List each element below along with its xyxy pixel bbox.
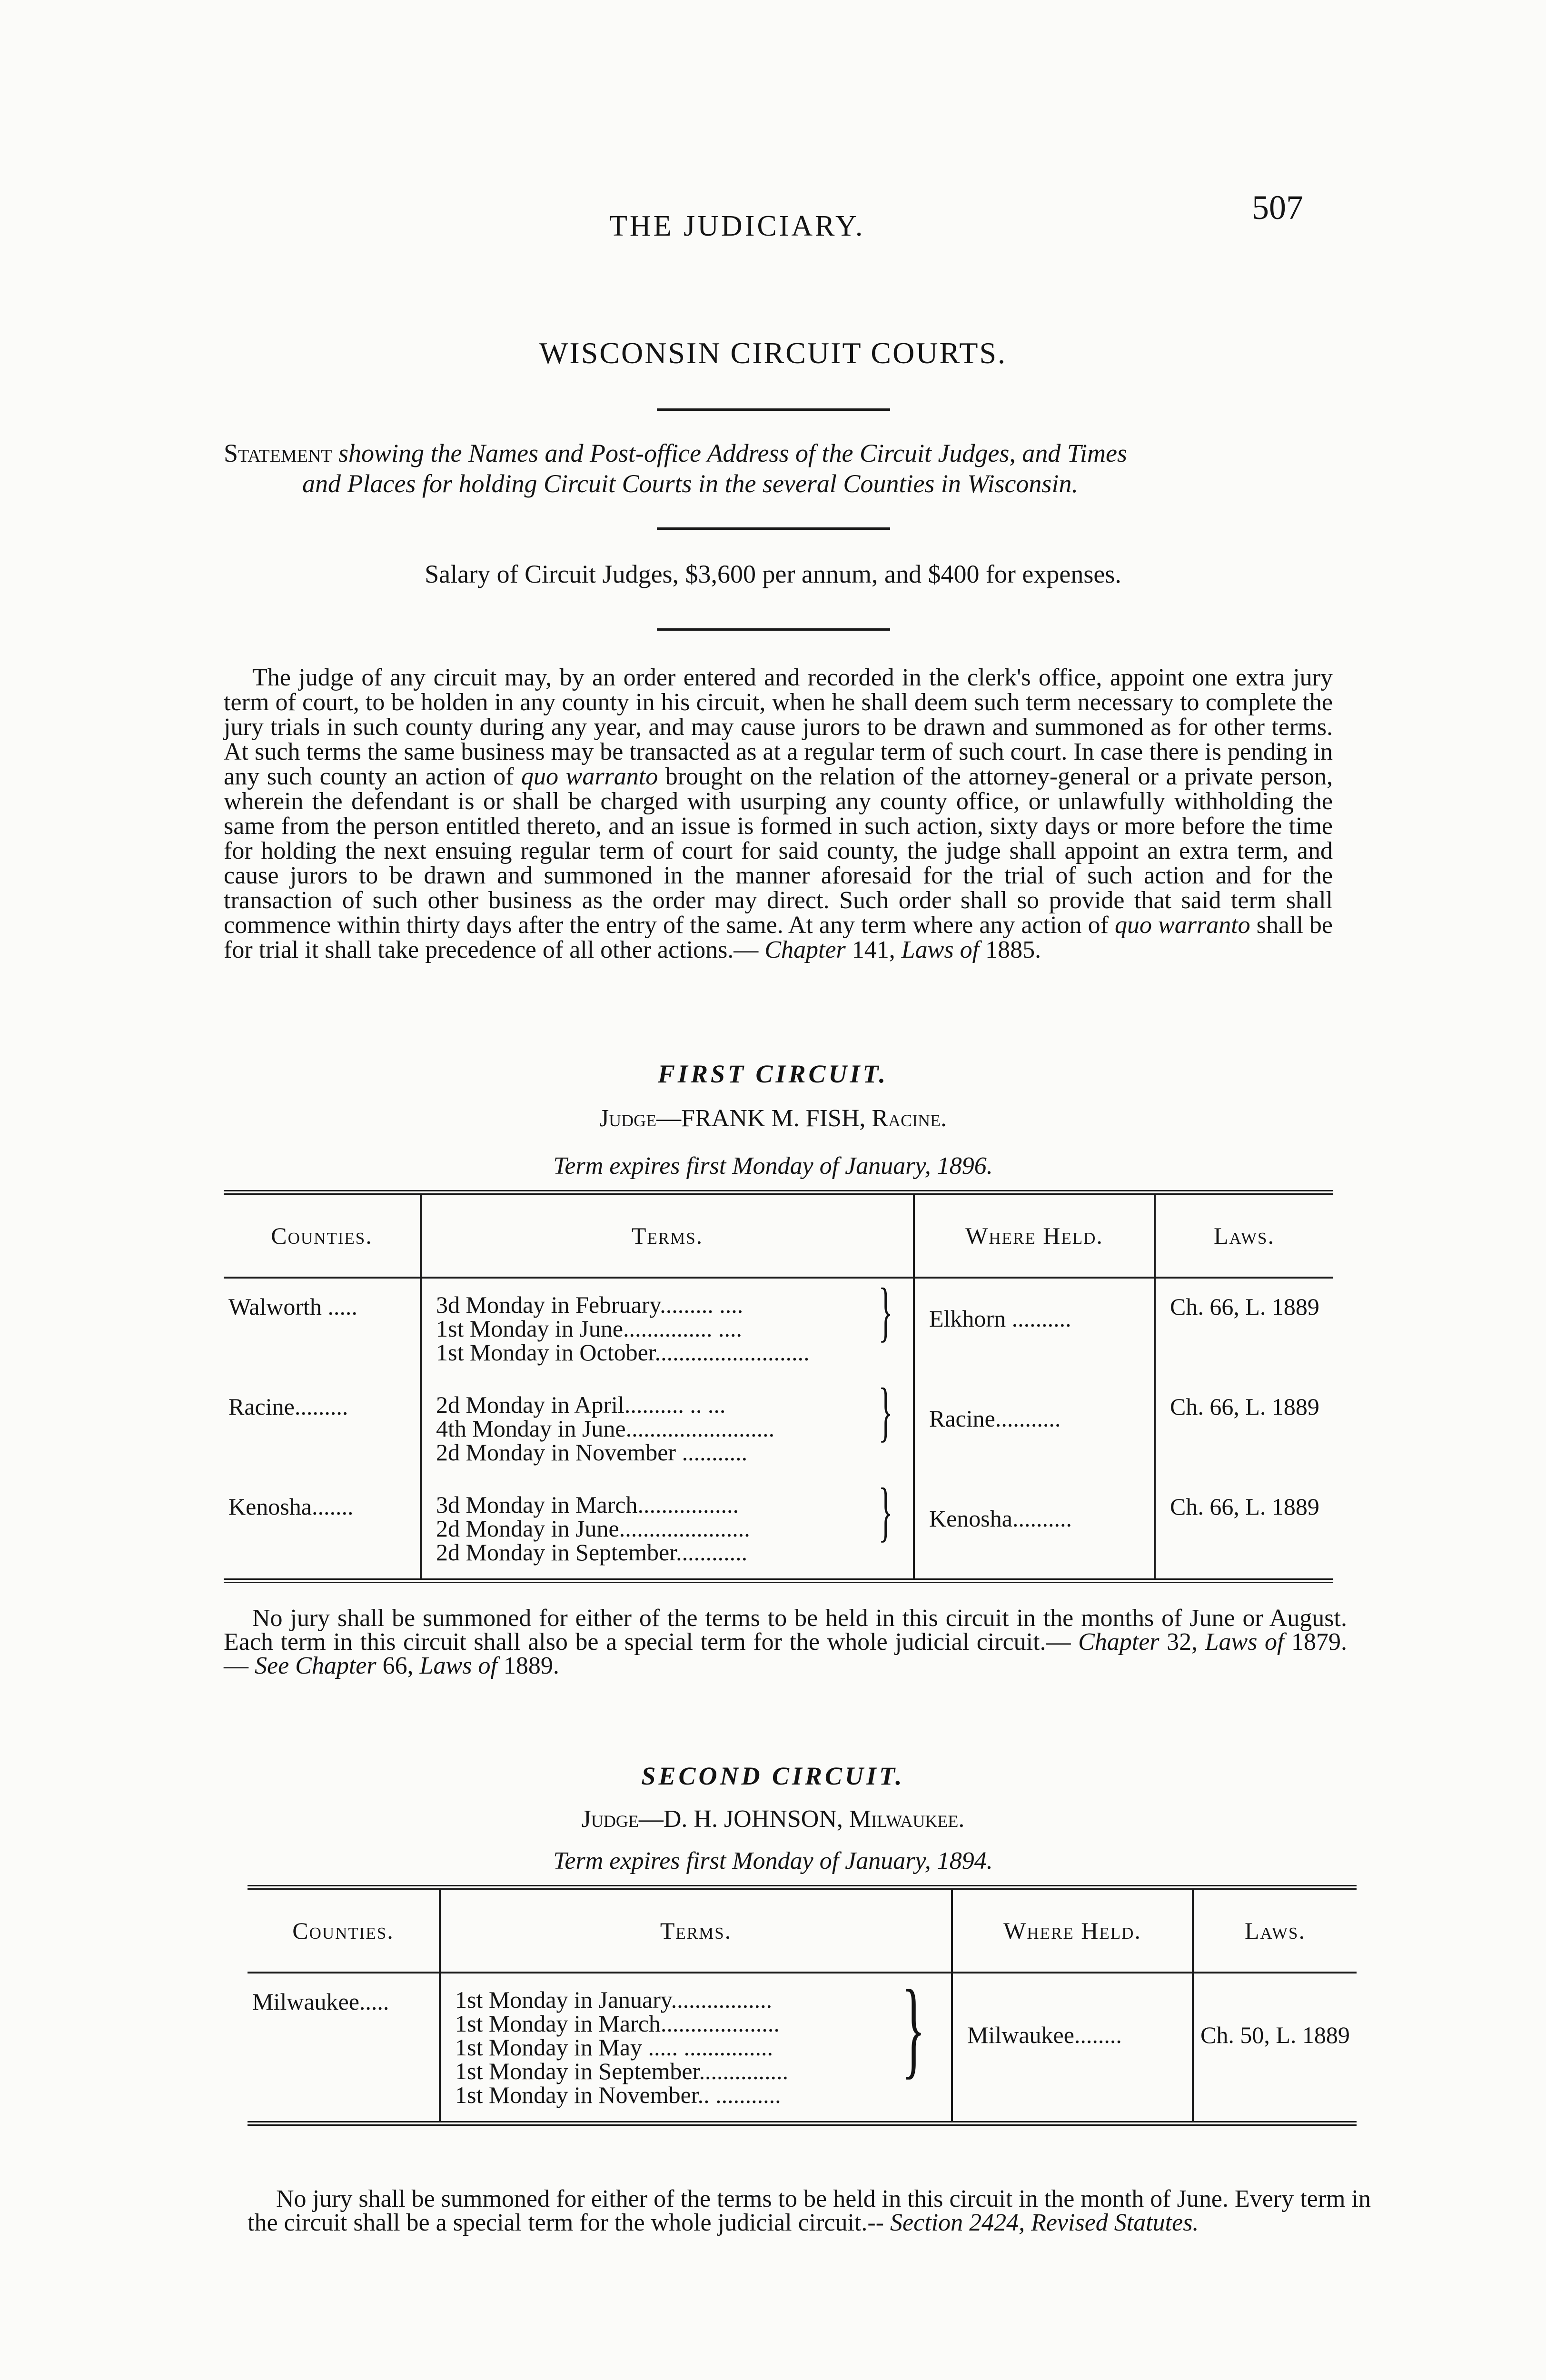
where-held-cell: Milwaukee........ — [952, 1973, 1193, 2123]
intro-quo-warranto-2: quo warranto — [1115, 912, 1250, 939]
intro-text-3: shall be for trial it shall take precedence of all other actions.— — [224, 912, 1333, 963]
column-header-laws: Laws. — [1155, 1192, 1333, 1278]
term-entry: 2d Monday in June...................... — [436, 1515, 750, 1542]
intro-cite-year: 1885. — [985, 936, 1041, 963]
intro-cite-laws: Laws of — [901, 936, 980, 963]
divider — [657, 408, 890, 411]
first-circuit-table — [224, 1190, 1333, 1583]
running-title: THE JUDICIARY. — [609, 210, 865, 242]
term-entry: 4th Monday in June......................... — [436, 1415, 775, 1442]
first-circuit-judge — [0, 1104, 1546, 1132]
judge-name: —D. H. JOHNSON, — [638, 1805, 843, 1833]
column-header-counties: Counties. — [224, 1192, 421, 1278]
column-header-where-held: Where Held. — [914, 1192, 1155, 1278]
intro-paragraph — [224, 665, 1333, 962]
judge-label: Judge — [599, 1105, 657, 1132]
column-header-where-held: Where Held. — [952, 1887, 1193, 1973]
note-cite-year: 1879.— — [224, 1628, 1348, 1679]
note-see-chapter: See Chapter — [255, 1652, 377, 1679]
term-entry: 1st Monday in June............... .... — [436, 1315, 743, 1342]
note-cite-laws: Laws of — [1205, 1628, 1284, 1656]
note-cite-chapter: Chapter — [1078, 1628, 1160, 1656]
term-entry: 1st Monday in March.................... — [455, 2010, 780, 2037]
intro-cite-number: 141, — [852, 936, 895, 963]
first-circuit-note — [224, 1606, 1347, 1678]
divider — [657, 527, 890, 530]
term-entry: 1st Monday in January................. — [455, 1986, 773, 2013]
page-number: 507 — [1252, 188, 1303, 227]
term-entry: 3d Monday in March................. — [436, 1491, 739, 1518]
where-held-cell: Kenosha.......... — [914, 1478, 1155, 1581]
law-cell: Ch. 50, L. 1889 — [1193, 1973, 1357, 2123]
divider — [657, 628, 890, 631]
county-cell: Racine......... — [228, 1393, 348, 1420]
statement — [224, 438, 1333, 499]
table-row — [224, 1378, 1333, 1478]
note-text: No jury shall be summoned for either of the terms to be held in this circuit in the months of June or August. Each term in this circuit shall also be a special term for the whole judicial circuit.— — [224, 1605, 1347, 1656]
note-see-number: 66, — [382, 1652, 414, 1679]
law-cell: Ch. 66, L. 1889 — [1155, 1478, 1333, 1581]
table-row — [248, 1973, 1357, 2123]
terms-cell — [421, 1375, 914, 1478]
table-row — [224, 1278, 1333, 1378]
term-entry: 1st Monday in May ..... ............... — [455, 2034, 773, 2061]
note-text: No jury shall be summoned for either of the terms to be held in this circuit in the month of June. Every term in the circuit shall be a special term for the whole judicial circuit.-- — [248, 2185, 1371, 2236]
table-row — [224, 1478, 1333, 1581]
brace-glyph: } — [878, 1275, 893, 1349]
column-header-terms: Terms. — [440, 1887, 952, 1973]
judge-label: Judge — [581, 1805, 639, 1833]
first-circuit-heading: FIRST CIRCUIT. — [657, 1060, 889, 1088]
second-circuit-judge — [0, 1805, 1546, 1833]
county-cell: Walworth ..... — [228, 1293, 357, 1320]
term-entry: 2d Monday in November ........... — [436, 1439, 748, 1466]
salary-note: Salary of Circuit Judges, $3,600 per annum, and $400 for expenses. — [425, 560, 1121, 588]
intro-quo-warranto-1: quo warranto — [521, 763, 658, 790]
second-circuit-term-expires: Term expires first Monday of January, 1894. — [553, 1847, 993, 1874]
intro-cite-chapter: Chapter — [764, 936, 846, 963]
county-cell: Milwaukee..... — [252, 1988, 389, 2015]
term-entry: 3d Monday in February......... .... — [436, 1291, 743, 1318]
terms-cell — [440, 1967, 952, 2123]
statement-line-1: showing the Names and Post-office Address of the Circuit Judges, and Times — [338, 439, 1127, 467]
second-circuit-heading: SECOND CIRCUIT. — [641, 1762, 905, 1790]
judge-name: —FRANK M. FISH, — [656, 1105, 866, 1132]
note-cite-number: 32, — [1167, 1628, 1198, 1656]
term-entry: 2d Monday in September............ — [436, 1539, 748, 1566]
law-cell: Ch. 66, L. 1889 — [1155, 1278, 1333, 1378]
law-cell: Ch. 66, L. 1889 — [1155, 1378, 1333, 1478]
note-see-year: 1889. — [503, 1652, 559, 1679]
brace-glyph: } — [878, 1375, 893, 1448]
term-entry: 1st Monday in November.. ........... — [455, 2082, 781, 2108]
terms-cell — [421, 1475, 914, 1581]
column-header-terms: Terms. — [421, 1192, 914, 1278]
term-entry: 2d Monday in April.......... .. ... — [436, 1391, 726, 1418]
note-see-laws: Laws of — [419, 1652, 497, 1679]
statement-line-2: and Places for holding Circuit Courts in the several Counties in Wisconsin. — [302, 469, 1078, 498]
page-title: WISCONSIN CIRCUIT COURTS. — [539, 336, 1007, 370]
first-circuit-term-expires: Term expires first Monday of January, 1896. — [553, 1152, 993, 1180]
second-circuit-table — [248, 1885, 1357, 2126]
brace-glyph: } — [878, 1475, 893, 1548]
column-header-counties: Counties. — [248, 1887, 440, 1973]
intro-text-2: brought on the relation of the attorney-general or a private person, wherein the defendant is or shall be charged with usurping any county office, or unlawfully withholding the same from the person entitled thereto, and an issue is formed in such action, sixty days or more before the time for holding the next ensuing regular term of court for said county, the judge shall appoint an extra term, and cause jurors to be drawn and summoned in the manner aforesaid for the trial of such action and for the transaction of such other business as the order may direct. Such order shall so provide that said term shall commence within thirty days after the entry of the same. At any term where any action of — [224, 763, 1333, 939]
term-entry: 1st Monday in October.......................... — [436, 1339, 810, 1366]
statement-lead: Statement — [224, 439, 332, 467]
where-held-cell: Racine........... — [914, 1378, 1155, 1478]
terms-cell — [421, 1275, 914, 1378]
column-header-laws: Laws. — [1193, 1887, 1357, 1973]
judge-city: Racine. — [872, 1105, 947, 1132]
county-cell: Kenosha....... — [228, 1493, 354, 1520]
term-entry: 1st Monday in September............... — [455, 2058, 788, 2084]
intro-text-1: The judge of any circuit may, by an order entered and recorded in the clerk's office, appoint one extra jury term of court, to be holden in any county in his circuit, when he shall deem such term necessary to complete the jury trials in such county during any year, and may cause jurors to be drawn and summoned as for other terms. At such terms the same business may be transacted as at a regular term of such court. In case there is pending in any such county an action of — [224, 664, 1333, 790]
second-circuit-note — [248, 2187, 1371, 2235]
brace-glyph: } — [901, 1967, 925, 2089]
judge-city: Milwaukee. — [849, 1805, 965, 1833]
note-cite: Section 2424, Revised Statutes. — [890, 2209, 1199, 2236]
where-held-cell: Elkhorn .......... — [914, 1278, 1155, 1378]
